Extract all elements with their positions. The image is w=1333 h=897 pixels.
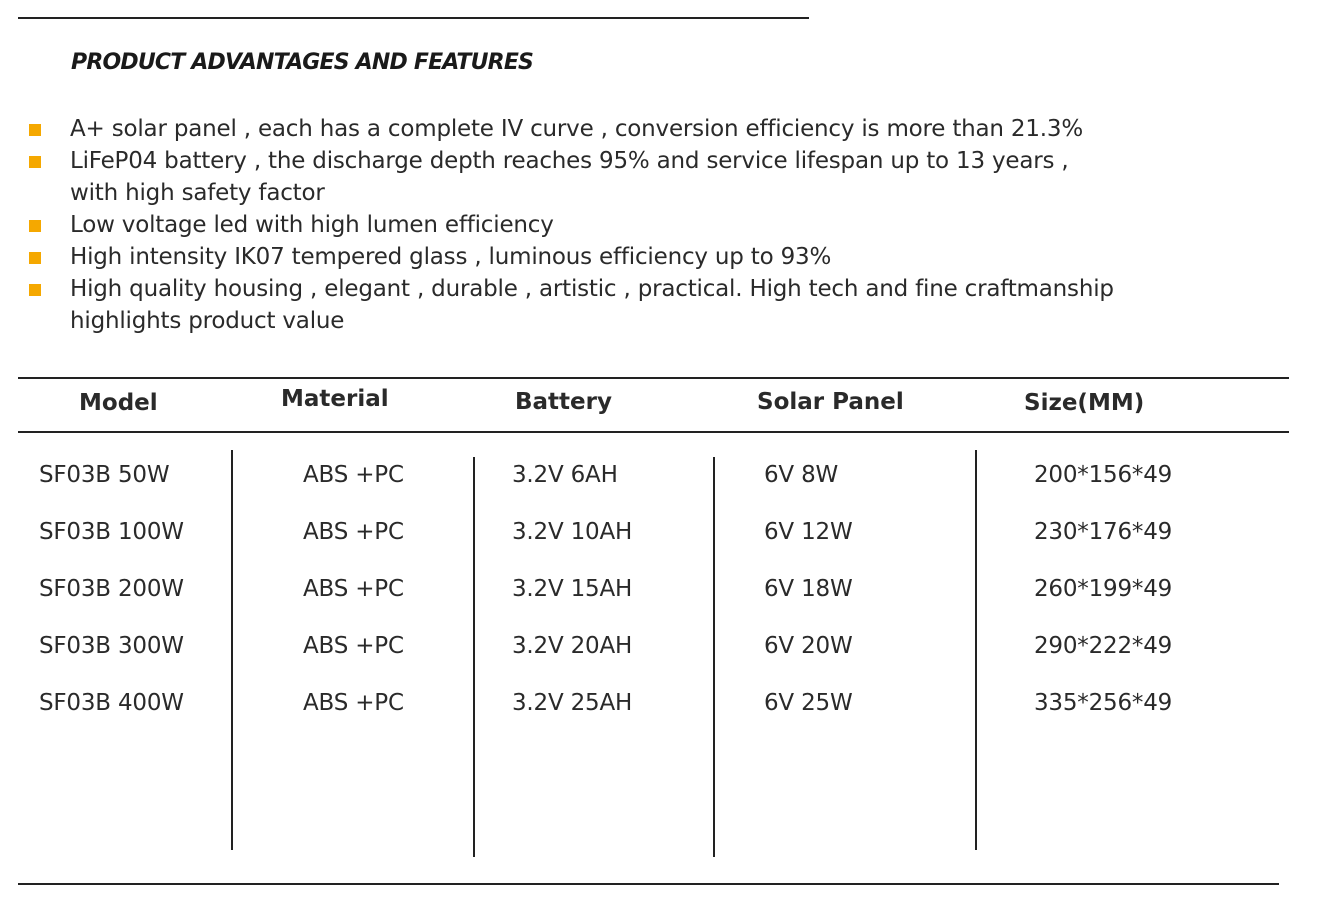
column-divider <box>975 450 977 850</box>
cell-battery: 3.2V 6AH <box>512 462 618 488</box>
cell-solar-panel: 6V 12W <box>764 519 853 545</box>
cell-material: ABS +PC <box>303 576 404 602</box>
cell-battery: 3.2V 25AH <box>512 690 633 716</box>
cell-model: SF03B 50W <box>39 462 170 488</box>
cell-solar-panel: 6V 20W <box>764 633 853 659</box>
bottom-divider <box>18 883 1279 885</box>
square-bullet-icon <box>29 156 41 168</box>
feature-text: Low voltage led with high lumen efficiency <box>70 212 554 238</box>
cell-material: ABS +PC <box>303 633 404 659</box>
column-divider <box>713 457 715 857</box>
column-header-material: Material <box>281 386 389 412</box>
column-header-model: Model <box>79 390 158 416</box>
cell-model: SF03B 100W <box>39 519 184 545</box>
cell-size: 260*199*49 <box>1034 576 1173 602</box>
square-bullet-icon <box>29 284 41 296</box>
cell-solar-panel: 6V 18W <box>764 576 853 602</box>
cell-battery: 3.2V 20AH <box>512 633 633 659</box>
column-header-solar-panel: Solar Panel <box>757 389 904 415</box>
table-header-top-divider <box>18 377 1289 379</box>
cell-solar-panel: 6V 25W <box>764 690 853 716</box>
feature-text: with high safety factor <box>70 180 325 206</box>
feature-text: High quality housing , elegant , durable , artistic , practical. High tech and fine craftmanship <box>70 276 1114 302</box>
square-bullet-icon <box>29 220 41 232</box>
cell-model: SF03B 400W <box>39 690 184 716</box>
cell-size: 200*156*49 <box>1034 462 1173 488</box>
cell-solar-panel: 6V 8W <box>764 462 839 488</box>
table-header-bottom-divider <box>18 431 1289 433</box>
column-divider <box>231 450 233 850</box>
feature-text: A+ solar panel , each has a complete IV curve , conversion efficiency is more than 21.3% <box>70 116 1083 142</box>
feature-text: LiFeP04 battery , the discharge depth reaches 95% and service lifespan up to 13 years , <box>70 148 1069 174</box>
column-header-size: Size(MM) <box>1024 390 1145 416</box>
cell-material: ABS +PC <box>303 462 404 488</box>
feature-text: highlights product value <box>70 308 345 334</box>
cell-material: ABS +PC <box>303 519 404 545</box>
column-divider <box>473 457 475 857</box>
cell-model: SF03B 300W <box>39 633 184 659</box>
cell-battery: 3.2V 15AH <box>512 576 633 602</box>
cell-size: 290*222*49 <box>1034 633 1173 659</box>
column-header-battery: Battery <box>515 389 612 415</box>
cell-size: 335*256*49 <box>1034 690 1173 716</box>
square-bullet-icon <box>29 124 41 136</box>
cell-model: SF03B 200W <box>39 576 184 602</box>
square-bullet-icon <box>29 252 41 264</box>
feature-text: High intensity IK07 tempered glass , luminous efficiency up to 93% <box>70 244 832 270</box>
cell-material: ABS +PC <box>303 690 404 716</box>
section-title: PRODUCT ADVANTAGES AND FEATURES <box>71 50 534 75</box>
cell-size: 230*176*49 <box>1034 519 1173 545</box>
cell-battery: 3.2V 10AH <box>512 519 633 545</box>
top-divider <box>18 17 809 19</box>
